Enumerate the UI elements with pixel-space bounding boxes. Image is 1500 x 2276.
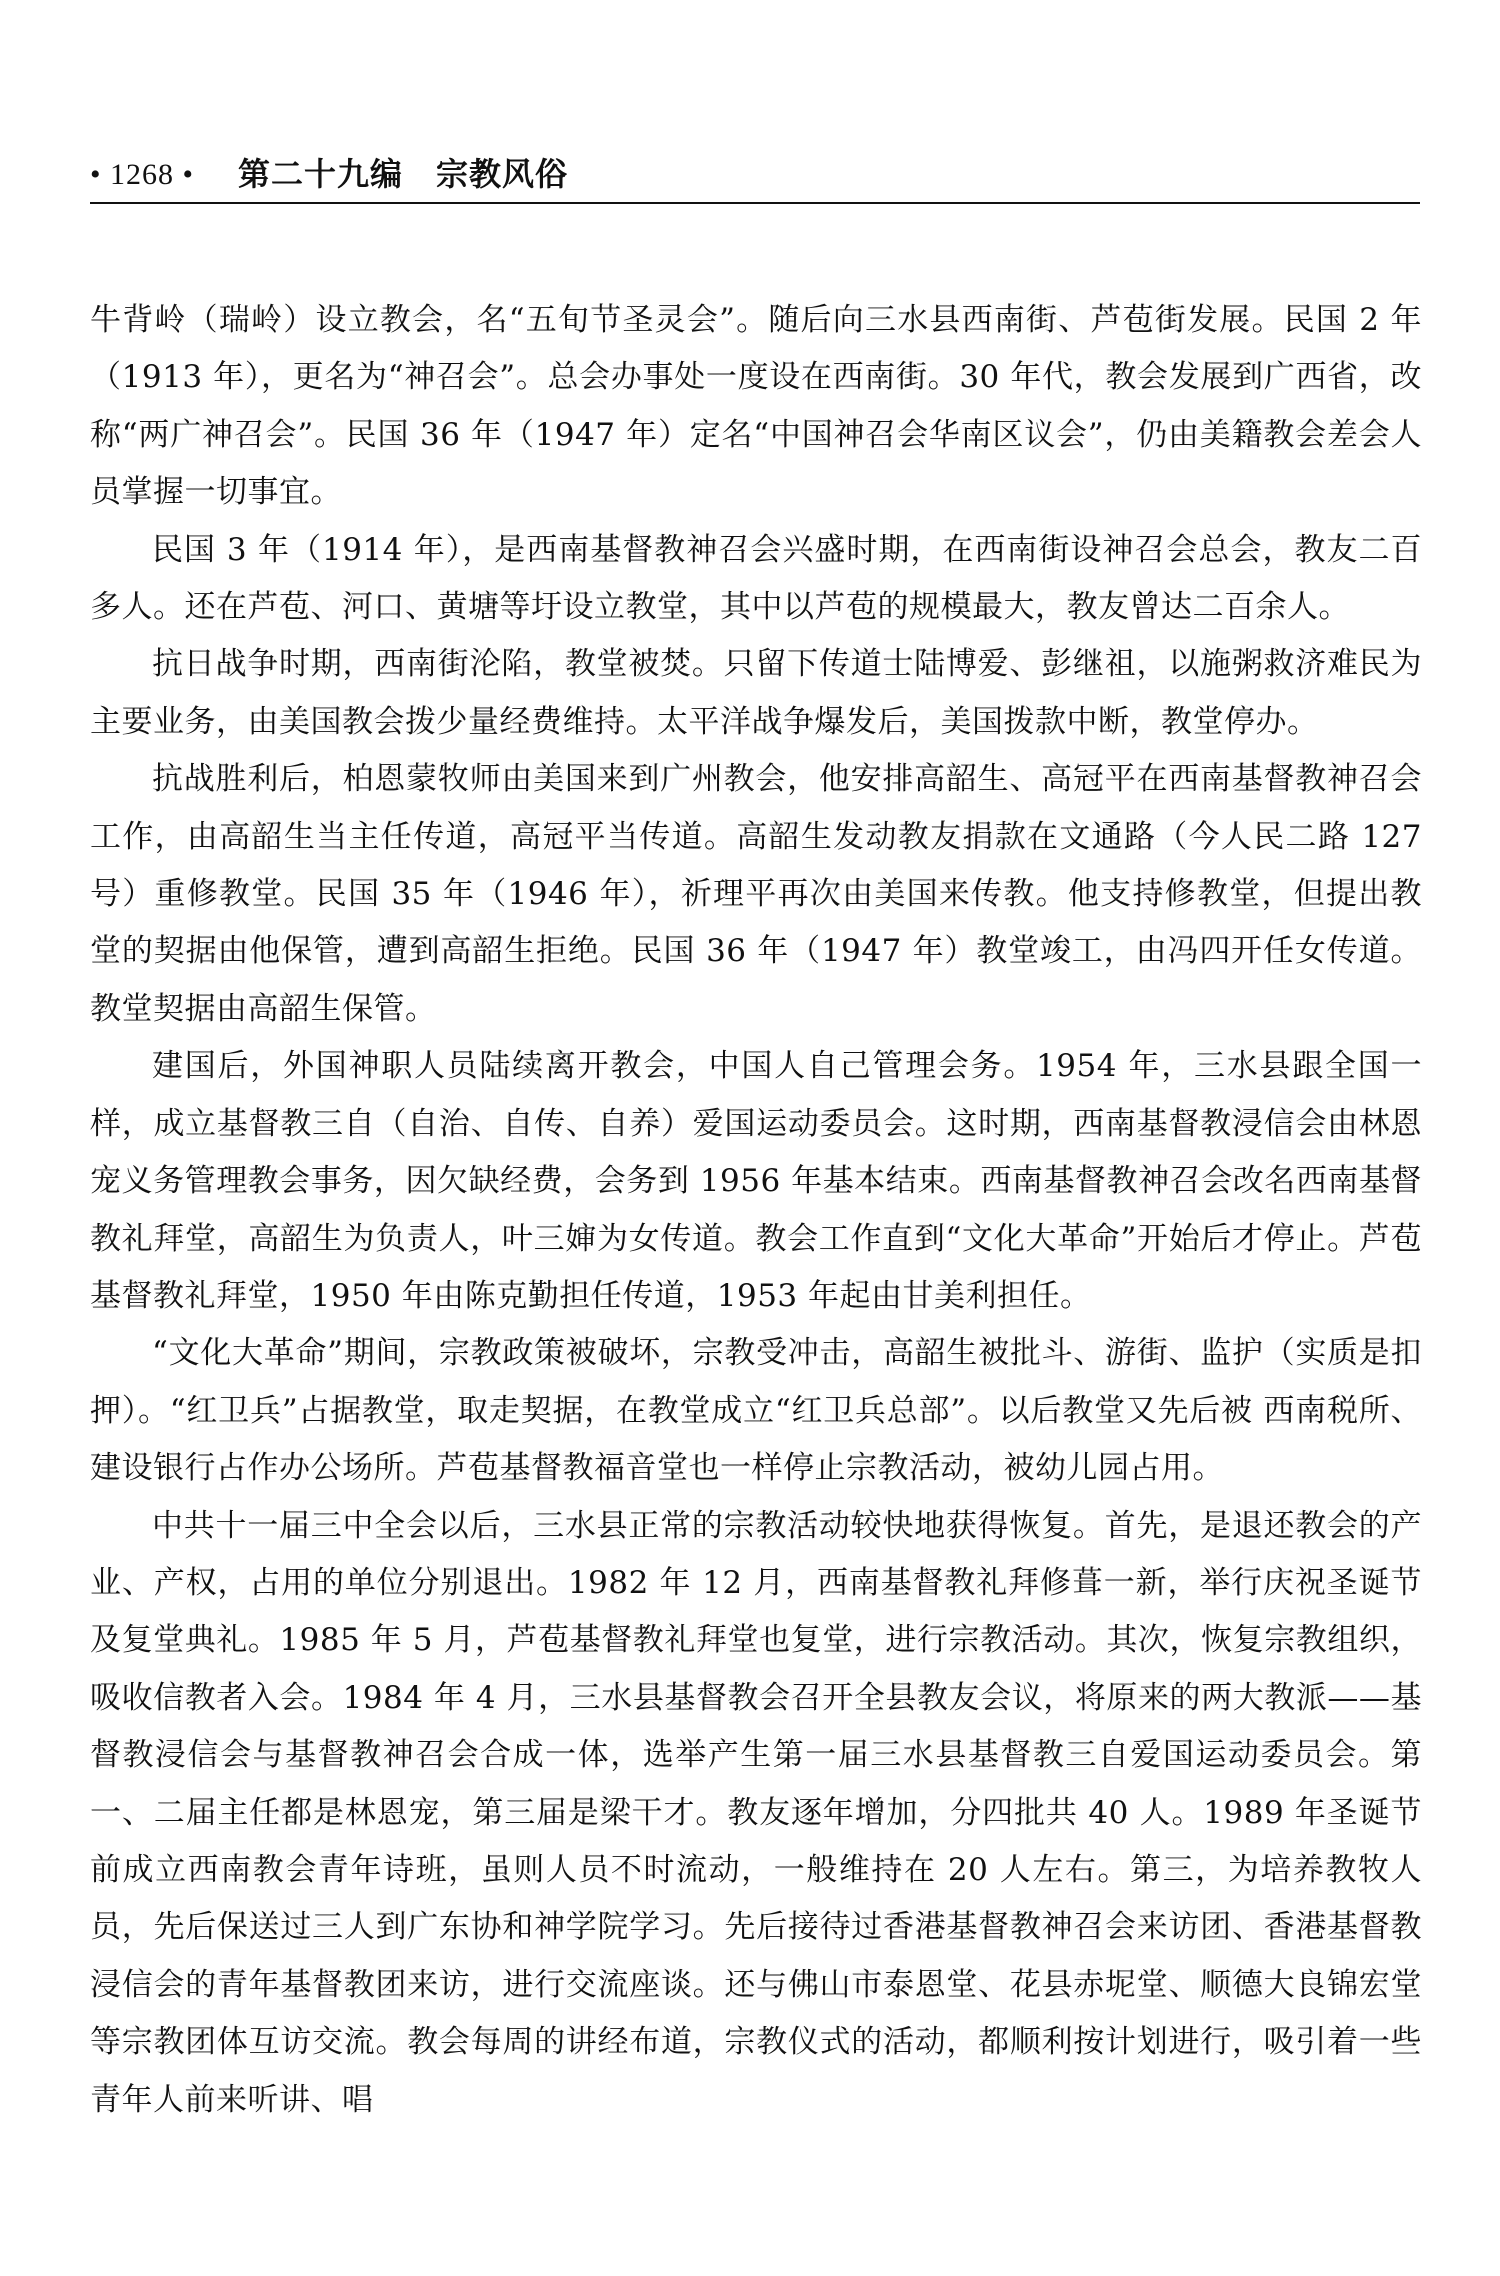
paragraph: “文化大革命”期间，宗教政策被破坏，宗教受冲击，高韶生被批斗、游街、监护（实质是扣押）。“红卫兵”占据教堂，取走契据，在教堂成立“红卫兵总部”。以后教堂又先后被 西南税所、建设银行占作办公场所。芦苞基督教福音堂也一样停止宗教活动，被幼儿园占用。 [90, 1335, 1422, 1487]
page-header [90, 138, 1420, 198]
paragraph: 抗战胜利后，柏恩蒙牧师由美国来到广州教会，他安排高韶生、高冠平在西南基督教神召会工作，由高韶生当主任传道，高冠平当传道。高韶生发动教友捐款在文通路（今人民二路 127 号）重修教堂。民国 35 年（1946 年），祈理平再次由美国来传教。他支持修教堂，但提出教堂的契据由他保管，遭到高韶生拒绝。民国 36 年（1947 年）教堂竣工，由冯四开任女传道。教堂契据由高韶生保管。 [90, 761, 1422, 1027]
paragraph: 建国后，外国神职人员陆续离开教会，中国人自己管理会务。1954 年，三水县跟全国一样，成立基督教三自（自治、自传、自养）爱国运动委员会。这时期，西南基督教浸信会由林恩宠义务管理教会事务，因欠缺经费，会务到 1956 年基本结束。西南基督教神召会改名西南基督教礼拜堂，高韶生为负责人，叶三婶为女传道。教会工作直到“文化大革命”开始后才停止。芦苞基督教礼拜堂，1950 年由陈克勤担任传道，1953 年起由甘美利担任。 [90, 1048, 1422, 1314]
page-number: • 1268 • [90, 158, 195, 191]
paragraph: 民国 3 年（1914 年），是西南基督教神召会兴盛时期，在西南街设神召会总会，教友二百多人。还在芦苞、河口、黄塘等圩设立教堂，其中以芦苞的规模最大，教友曾达二百余人。 [90, 531, 1422, 626]
header-rule [90, 202, 1420, 204]
paragraph: 抗日战争时期，西南街沦陷，教堂被焚。只留下传道士陆博爱、彭继祖，以施粥救济难民为主要业务，由美国教会拨少量经费维持。太平洋战争爆发后，美国拨款中断，教堂停办。 [90, 646, 1422, 740]
section-title: 第二十九编 宗教风俗 [238, 155, 569, 193]
paragraph: 中共十一届三中全会以后，三水县正常的宗教活动较快地获得恢复。首先，是退还教会的产业、产权，占用的单位分别退出。1982 年 12 月，西南基督教礼拜修葺一新，举行庆祝圣诞节及复堂典礼。1985 年 5 月，芦苞基督教礼拜堂也复堂，进行宗教活动。其次，恢复宗教组织，吸收信教者入会。1984 年 4 月，三水县基督教会召开全县教友会议，将原来的两大教派——基督教浸信会与基督教神召会合成一体，选举产生第一届三水县基督教三自爱国运动委员会。第一、二届主任都是林恩宠，第三届是梁干才。教友逐年增加，分四批共 40 人。1989 年圣诞节前成立西南教会青年诗班，虽则人员不时流动，一般维持在 20 人左右。第三，为培养教牧人员，先后保送过三人到广东协和神学院学习。先后接待过香港基督教神召会来访团、香港基督教浸信会的青年基督教团来访，进行交流座谈。还与佛山市泰恩堂、花县赤坭堂、顺德大良锦宏堂等宗教团体互访交流。教会每周的讲经布道，宗教仪式的活动，都顺利按计划进行，吸引着一些青年人前来听讲、唱 [90, 1507, 1422, 2118]
paragraph: 牛背岭（瑞岭）设立教会，名“五旬节圣灵会”。随后向三水县西南街、芦苞街发展。民国 2 年（1913 年），更名为“神召会”。总会办事处一度设在西南街。30 年代，教会发展到广西省，改称“两广神召会”。民国 36 年（1947 年）定名“中国神召会华南区议会”，仍由美籍教会差会人员掌握一切事宜。 [90, 302, 1422, 511]
body-text [90, 292, 1422, 2129]
